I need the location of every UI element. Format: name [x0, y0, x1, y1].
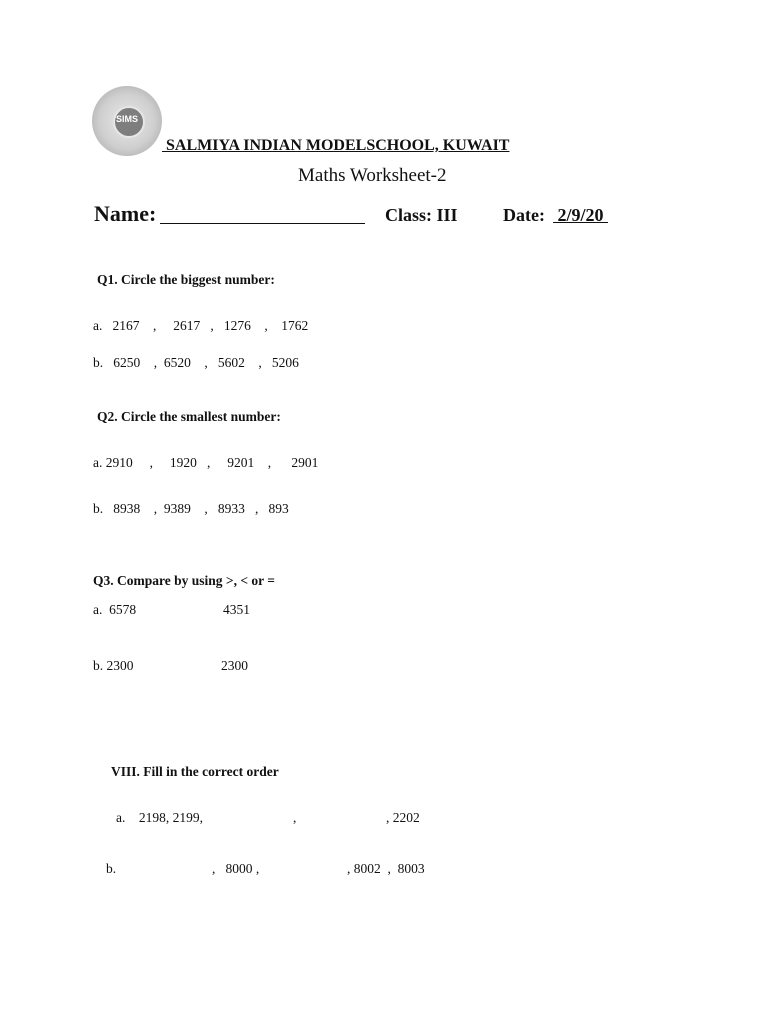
q2-heading: Q2. Circle the smallest number: [97, 409, 281, 424]
date-label: Date: [503, 205, 545, 225]
q2-item-b: b. 8938 , 9389 , 8933 , 893 [93, 501, 289, 516]
worksheet-title: Maths Worksheet-2 [298, 165, 447, 186]
q8-item-a-start: a. 2198, 2199, [116, 810, 203, 825]
q1-heading: Q1. Circle the biggest number: [97, 272, 275, 287]
q8-item-b-label: b. [106, 861, 117, 876]
logo-text: SIMS [115, 114, 138, 124]
q8-item-a-end: , 2202 [386, 810, 420, 825]
name-blank-line [160, 223, 365, 224]
q8-item-b-end: , 8002 , 8003 [347, 861, 425, 876]
q3-heading: Q3. Compare by using >, < or = [93, 573, 275, 588]
q8-item-a-comma: , [293, 810, 297, 825]
date-value: 2/9/20 [553, 205, 609, 225]
q1-item-a: a. 2167 , 2617 , 1276 , 1762 [93, 318, 309, 333]
school-logo [92, 86, 162, 156]
q3-item-b-right: 2300 [221, 658, 248, 673]
name-label: Name: [94, 201, 157, 226]
q3-item-a-right: 4351 [223, 602, 250, 617]
q3-item-a-left: a. 6578 [93, 602, 137, 617]
q8-item-b-mid: , 8000 , [212, 861, 260, 876]
class-label: Class: III [385, 205, 458, 225]
q1-item-b: b. 6250 , 6520 , 5602 , 5206 [93, 355, 299, 370]
q2-item-a: a. 2910 , 1920 , 9201 , 2901 [93, 455, 319, 470]
q3-item-b-left: b. 2300 [93, 658, 134, 673]
school-name: SALMIYA INDIAN MODELSCHOOL, KUWAIT [162, 137, 510, 154]
q8-heading: VIII. Fill in the correct order [111, 764, 279, 779]
